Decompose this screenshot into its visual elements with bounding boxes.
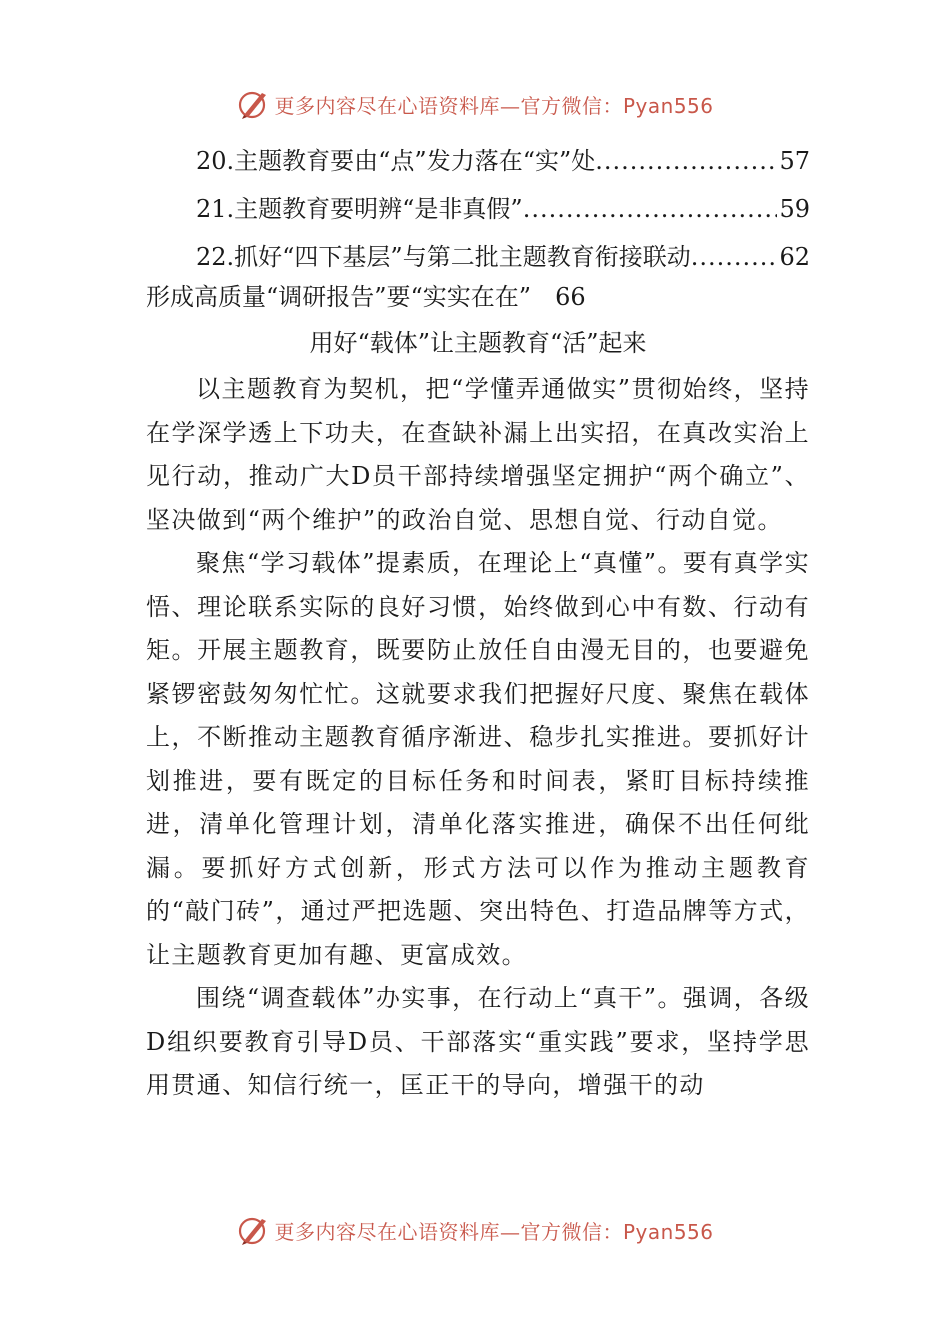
- quill-pen-circle-icon: [236, 1213, 270, 1247]
- toc-entry-page: 59: [779, 195, 810, 223]
- toc-dot-leader: [523, 194, 778, 224]
- toc-entry: [146, 194, 810, 224]
- toc-entry-unnumbered: 形成高质量“调研报告”要“实实在在” 66: [146, 283, 586, 311]
- toc-entry-label: 21.主题教育要明辨“是非真假”: [196, 195, 523, 223]
- toc-entry: [146, 242, 810, 272]
- watermark-header: [0, 84, 950, 124]
- toc-entry-page: 62: [779, 243, 810, 271]
- article-paragraph: 聚焦“学习载体”提素质，在理论上“真懂”。要有真学实悟、理论联系实际的良好习惯，始终做到心中有数、行动有矩。开展主题教育，既要防止放任自由漫无目的，也要避免紧锣密鼓匆匆忙忙。这就要求我们把握好尺度、聚焦在载体上，不断推动主题教育循序渐进、稳步扎实推进。要抓好计划推进，要有既定的目标任务和时间表，紧盯目标持续推进，清单化管理计划，清单化落实推进，确保不出任何纰漏。要抓好方式创新，形式方法可以作为推动主题教育的“敲门砖”，通过严把选题、突出特色、打造品牌等方式，让主题教育更加有趣、更富成效。: [146, 549, 810, 969]
- article-paragraph: 围绕“调查载体”办实事，在行动上“真干”。强调，各级D组织要教育引导D员、干部落实“重实践”要求，坚持学思用贯通、知信行统一，匡正干的导向，增强干的动: [146, 984, 810, 1099]
- article-title: 用好“载体”让主题教育“活”起来: [309, 329, 647, 357]
- toc-entry-page: 57: [779, 147, 810, 175]
- quill-pen-circle-icon: [236, 87, 270, 121]
- toc-dot-leader: [691, 242, 778, 272]
- document-body: [146, 146, 810, 1108]
- toc-entry-label: 20.主题教育要由“点”发力落在“实”处: [196, 147, 596, 175]
- watermark-footer: [0, 1210, 950, 1250]
- toc-dot-leader: [595, 146, 777, 176]
- toc-entry: [146, 146, 810, 176]
- toc-entry-label: 22.抓好“四下基层”与第二批主题教育衔接联动: [196, 243, 691, 271]
- watermark-text: 更多内容尽在心语资料库—官方微信：Pyan556: [274, 1219, 714, 1244]
- article-paragraph: 以主题教育为契机，把“学懂弄通做实”贯彻始终，坚持在学深学透上下功夫，在查缺补漏上出实招，在真改实治上见行动，推动广大D员干部持续增强坚定拥护“两个确立”、坚决做到“两个维护”的政治自觉、思想自觉、行动自觉。: [146, 375, 810, 534]
- watermark-text: 更多内容尽在心语资料库—官方微信：Pyan556: [274, 93, 714, 118]
